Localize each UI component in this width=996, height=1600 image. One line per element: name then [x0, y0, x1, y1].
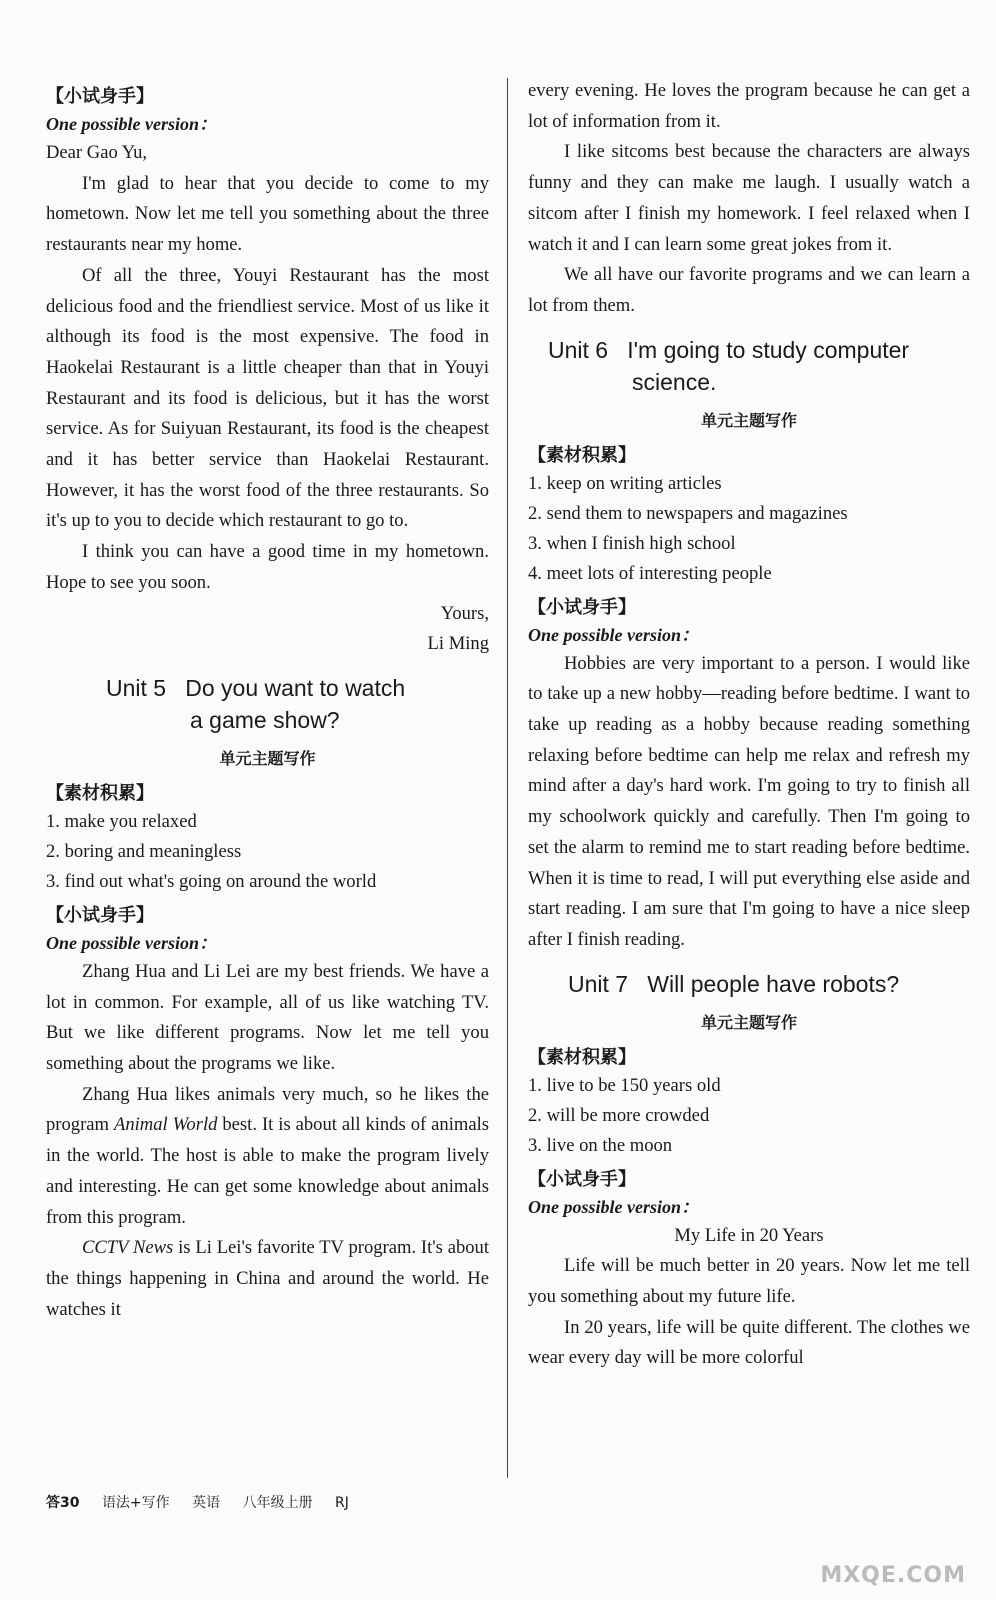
essay-paragraph: Life will be much better in 20 years. Now let me tell you something about my future life.	[528, 1255, 970, 1308]
list-item: 2. will be more crowded	[528, 1104, 710, 1126]
unit7-heading	[528, 968, 970, 1000]
essay-paragraph	[46, 1080, 489, 1234]
essay-paragraph: We all have our favorite programs and we can learn a lot from them.	[528, 264, 970, 316]
letter-greeting: Dear Gao Yu,	[46, 142, 148, 163]
section-heading: 单元主题写作	[700, 1012, 797, 1032]
unit5-heading	[46, 672, 489, 736]
unit5-title-line1: Do you want to watch	[185, 674, 406, 701]
practice-tag: 【小试身手】	[528, 1168, 636, 1190]
unit7-title: Will people have robots?	[647, 970, 900, 997]
unit5-title-line2: a game show?	[190, 706, 340, 733]
program-title: Animal World	[113, 1114, 218, 1136]
unit6-title-line1: I'm going to study computer	[627, 336, 910, 363]
material-tag: 【素材积累】	[528, 444, 636, 466]
practice-tag: 【小试身手】	[46, 86, 154, 107]
unit7-material-list	[528, 1071, 970, 1161]
watermark-logo: MXQE.COM	[820, 1563, 966, 1588]
subject-name: 英语	[192, 1495, 221, 1511]
material-tag: 【素材积累】	[528, 1046, 636, 1068]
unit6-heading	[528, 334, 970, 398]
letter-signature: Li Ming	[427, 633, 489, 655]
list-item: 4. meet lots of interesting people	[528, 562, 772, 584]
letter-paragraph: I'm glad to hear that you decide to come to my hometown. Now let me tell you something about the three restaurants near my home.	[46, 172, 489, 256]
essay-title: My Life in 20 Years	[674, 1224, 824, 1246]
unit5-number: Unit 5	[106, 674, 167, 701]
left-column	[46, 78, 489, 1325]
column-divider	[507, 78, 508, 1478]
version-label: One possible version：	[46, 114, 217, 134]
essay-paragraph: I like sitcoms best because the characters are always funny and they can make me laugh. I usually watch a sitcom after I finish my homework. I feel relaxed when I watch it and I can learn some great jokes from it.	[528, 141, 970, 255]
edition-name: RJ	[335, 1495, 349, 1511]
essay-paragraph: In 20 years, life will be quite different. The clothes we wear every day will be more colorful	[528, 1316, 970, 1369]
essay-paragraph	[46, 1233, 489, 1325]
program-title: CCTV News	[82, 1237, 174, 1259]
page-number: 答30	[46, 1495, 80, 1511]
text-span: best. It is about all kinds of animals in the world. The host is able to make the program lively and interesting. He can get some knowledge about animals from this program.	[46, 1114, 490, 1228]
list-item: 2. send them to newspapers and magazines	[528, 502, 848, 524]
practice-tag: 【小试身手】	[528, 596, 636, 618]
list-item: 1. make you relaxed	[46, 810, 197, 832]
list-item: 3. when I finish high school	[528, 532, 736, 554]
practice-tag: 【小试身手】	[46, 904, 154, 926]
list-item: 1. keep on writing articles	[528, 472, 722, 494]
list-item: 3. live on the moon	[528, 1134, 673, 1156]
version-label: One possible version：	[528, 624, 699, 645]
right-column	[528, 78, 970, 1374]
grade-name: 八年级上册	[242, 1495, 313, 1511]
unit6-material-list	[528, 469, 970, 589]
version-label: One possible version：	[46, 932, 217, 953]
essay-paragraph: Hobbies are very important to a person. I would like to take up a new hobby—reading before bedtime. I want to take up reading as a hobby because reading something relaxing before bedtime can help me relax and refresh my mind after a day's hard work. I'm going to try to finish all my schoolwork quickly and carefully. Then I'm going to set the alarm to remind me to start reading before bedtime. When it is time to read, I will put everything else aside and start reading. I am sure that I'm going to have a nice sleep after I finish reading.	[528, 652, 970, 950]
list-item: 2. boring and meaningless	[46, 840, 242, 862]
letter-closing: Yours,	[440, 602, 489, 624]
letter-paragraph: I think you can have a good time in my hometown. Hope to see you soon.	[46, 541, 489, 593]
unit7-number: Unit 7	[568, 970, 629, 997]
letter-paragraph: Of all the three, Youyi Restaurant has the most delicious food and the friendliest service. Most of us like it although its food is the most expensive. The food in Haokelai Restaurant is a little cheaper than that in Youyi Restaurant and its food is delicious, but it has the worst service. As for Suiyuan Restaurant, its food is the cheapest and it has better service than Haokelai Restaurant. However, it has the worst food of the three restaurants. So it's up to you to decide which restaurant to go to.	[46, 264, 489, 532]
material-tag: 【素材积累】	[46, 782, 154, 804]
essay-paragraph: Zhang Hua and Li Lei are my best friends. We have a lot in common. For example, all of us like watching TV. But we like different programs. Now let me tell you something about the programs we like.	[46, 960, 489, 1075]
unit6-title-line2: science.	[632, 368, 717, 395]
list-item: 3. find out what's going on around the world	[46, 870, 377, 892]
text-span: is Li Lei's favorite TV program. It's about the things happening in China and around the world. He watches it	[46, 1237, 490, 1320]
page-footer	[46, 1492, 367, 1512]
section-heading: 单元主题写作	[219, 748, 316, 768]
section-heading: 单元主题写作	[700, 410, 797, 430]
version-label: One possible version：	[528, 1196, 699, 1217]
essay-paragraph-continued: every evening. He loves the program because he can get a lot of information from it.	[528, 80, 970, 132]
list-item: 1. live to be 150 years old	[528, 1074, 721, 1096]
text-span: Zhang Hua likes animals very much, so he likes the program	[46, 1083, 489, 1136]
unit6-number: Unit 6	[548, 336, 609, 363]
book-name: 语法+写作	[101, 1495, 170, 1511]
unit5-material-list	[46, 807, 489, 897]
